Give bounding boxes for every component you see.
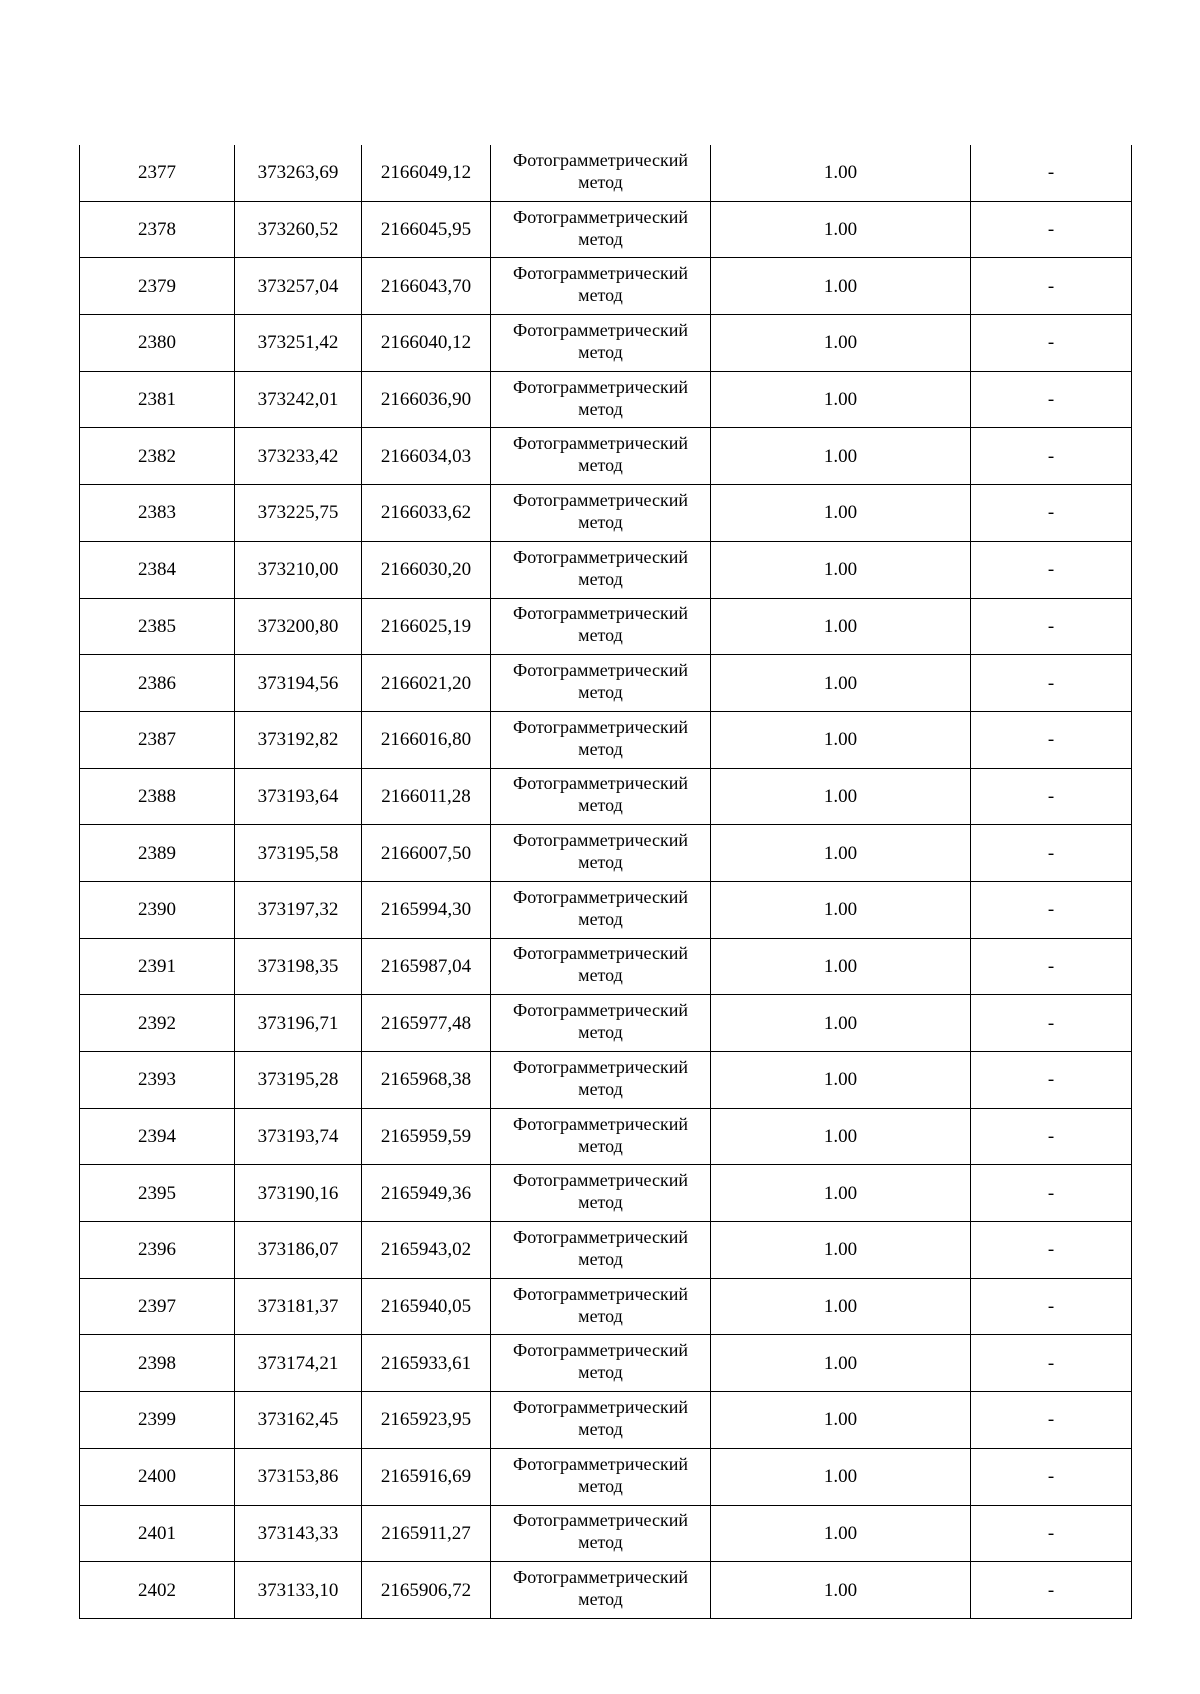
method-cell: Фотограмметрический метод <box>491 995 711 1052</box>
accuracy-cell: 1.00 <box>711 1335 971 1392</box>
y-coordinate-cell: 2165933,61 <box>362 1335 491 1392</box>
point-number-cell: 2386 <box>80 655 235 712</box>
accuracy-cell: 1.00 <box>711 371 971 428</box>
x-coordinate-cell: 373190,16 <box>235 1165 362 1222</box>
note-cell: - <box>971 768 1132 825</box>
accuracy-cell: 1.00 <box>711 938 971 995</box>
y-coordinate-cell: 2166025,19 <box>362 598 491 655</box>
y-coordinate-cell: 2165940,05 <box>362 1278 491 1335</box>
y-coordinate-cell: 2166033,62 <box>362 485 491 542</box>
note-cell: - <box>971 711 1132 768</box>
coordinates-table <box>79 145 1132 1619</box>
accuracy-cell: 1.00 <box>711 1562 971 1619</box>
method-cell: Фотограмметрический метод <box>491 711 711 768</box>
y-coordinate-cell: 2166007,50 <box>362 825 491 882</box>
table-row <box>80 258 1132 315</box>
point-number-cell: 2399 <box>80 1392 235 1449</box>
accuracy-cell: 1.00 <box>711 881 971 938</box>
table-row <box>80 1562 1132 1619</box>
table-row <box>80 1165 1132 1222</box>
method-cell: Фотограмметрический метод <box>491 1448 711 1505</box>
point-number-cell: 2383 <box>80 485 235 542</box>
accuracy-cell: 1.00 <box>711 145 971 201</box>
table-row <box>80 485 1132 542</box>
x-coordinate-cell: 373195,58 <box>235 825 362 882</box>
y-coordinate-cell: 2165906,72 <box>362 1562 491 1619</box>
note-cell: - <box>971 1505 1132 1562</box>
x-coordinate-cell: 373174,21 <box>235 1335 362 1392</box>
point-number-cell: 2400 <box>80 1448 235 1505</box>
accuracy-cell: 1.00 <box>711 201 971 258</box>
method-cell: Фотограмметрический метод <box>491 1335 711 1392</box>
note-cell: - <box>971 371 1132 428</box>
x-coordinate-cell: 373143,33 <box>235 1505 362 1562</box>
table-row <box>80 1505 1132 1562</box>
method-cell: Фотограмметрический метод <box>491 1278 711 1335</box>
note-cell: - <box>971 1222 1132 1279</box>
y-coordinate-cell: 2166034,03 <box>362 428 491 485</box>
point-number-cell: 2397 <box>80 1278 235 1335</box>
x-coordinate-cell: 373242,01 <box>235 371 362 428</box>
note-cell: - <box>971 825 1132 882</box>
method-cell: Фотограмметрический метод <box>491 655 711 712</box>
y-coordinate-cell: 2166016,80 <box>362 711 491 768</box>
point-number-cell: 2392 <box>80 995 235 1052</box>
point-number-cell: 2382 <box>80 428 235 485</box>
note-cell: - <box>971 541 1132 598</box>
table-row <box>80 1278 1132 1335</box>
table-row <box>80 1052 1132 1109</box>
table-row <box>80 995 1132 1052</box>
y-coordinate-cell: 2166011,28 <box>362 768 491 825</box>
point-number-cell: 2396 <box>80 1222 235 1279</box>
point-number-cell: 2378 <box>80 201 235 258</box>
y-coordinate-cell: 2166036,90 <box>362 371 491 428</box>
y-coordinate-cell: 2166040,12 <box>362 315 491 372</box>
x-coordinate-cell: 373210,00 <box>235 541 362 598</box>
y-coordinate-cell: 2165987,04 <box>362 938 491 995</box>
x-coordinate-cell: 373251,42 <box>235 315 362 372</box>
method-cell: Фотограмметрический метод <box>491 315 711 372</box>
accuracy-cell: 1.00 <box>711 1052 971 1109</box>
table-row <box>80 428 1132 485</box>
point-number-cell: 2395 <box>80 1165 235 1222</box>
point-number-cell: 2402 <box>80 1562 235 1619</box>
note-cell: - <box>971 1108 1132 1165</box>
note-cell: - <box>971 145 1132 201</box>
table-row <box>80 315 1132 372</box>
x-coordinate-cell: 373225,75 <box>235 485 362 542</box>
point-number-cell: 2380 <box>80 315 235 372</box>
method-cell: Фотограмметрический метод <box>491 1222 711 1279</box>
x-coordinate-cell: 373198,35 <box>235 938 362 995</box>
method-cell: Фотограмметрический метод <box>491 1165 711 1222</box>
accuracy-cell: 1.00 <box>711 1392 971 1449</box>
y-coordinate-cell: 2165923,95 <box>362 1392 491 1449</box>
x-coordinate-cell: 373193,64 <box>235 768 362 825</box>
note-cell: - <box>971 938 1132 995</box>
y-coordinate-cell: 2165968,38 <box>362 1052 491 1109</box>
accuracy-cell: 1.00 <box>711 768 971 825</box>
method-cell: Фотограмметрический метод <box>491 1392 711 1449</box>
table-row <box>80 371 1132 428</box>
note-cell: - <box>971 1165 1132 1222</box>
accuracy-cell: 1.00 <box>711 485 971 542</box>
table-row <box>80 1392 1132 1449</box>
x-coordinate-cell: 373197,32 <box>235 881 362 938</box>
accuracy-cell: 1.00 <box>711 258 971 315</box>
point-number-cell: 2381 <box>80 371 235 428</box>
note-cell: - <box>971 201 1132 258</box>
table-row <box>80 145 1132 201</box>
accuracy-cell: 1.00 <box>711 428 971 485</box>
note-cell: - <box>971 315 1132 372</box>
method-cell: Фотограмметрический метод <box>491 485 711 542</box>
table-row <box>80 655 1132 712</box>
note-cell: - <box>971 258 1132 315</box>
table-row <box>80 938 1132 995</box>
note-cell: - <box>971 428 1132 485</box>
note-cell: - <box>971 1448 1132 1505</box>
point-number-cell: 2394 <box>80 1108 235 1165</box>
point-number-cell: 2390 <box>80 881 235 938</box>
note-cell: - <box>971 1335 1132 1392</box>
x-coordinate-cell: 373194,56 <box>235 655 362 712</box>
accuracy-cell: 1.00 <box>711 1222 971 1279</box>
method-cell: Фотограмметрический метод <box>491 881 711 938</box>
method-cell: Фотограмметрический метод <box>491 201 711 258</box>
accuracy-cell: 1.00 <box>711 825 971 882</box>
x-coordinate-cell: 373162,45 <box>235 1392 362 1449</box>
table-row <box>80 201 1132 258</box>
y-coordinate-cell: 2166021,20 <box>362 655 491 712</box>
accuracy-cell: 1.00 <box>711 655 971 712</box>
point-number-cell: 2401 <box>80 1505 235 1562</box>
point-number-cell: 2393 <box>80 1052 235 1109</box>
point-number-cell: 2388 <box>80 768 235 825</box>
accuracy-cell: 1.00 <box>711 995 971 1052</box>
y-coordinate-cell: 2165959,59 <box>362 1108 491 1165</box>
accuracy-cell: 1.00 <box>711 1165 971 1222</box>
y-coordinate-cell: 2165977,48 <box>362 995 491 1052</box>
note-cell: - <box>971 485 1132 542</box>
x-coordinate-cell: 373153,86 <box>235 1448 362 1505</box>
point-number-cell: 2391 <box>80 938 235 995</box>
x-coordinate-cell: 373260,52 <box>235 201 362 258</box>
method-cell: Фотограмметрический метод <box>491 1108 711 1165</box>
accuracy-cell: 1.00 <box>711 1505 971 1562</box>
y-coordinate-cell: 2166030,20 <box>362 541 491 598</box>
method-cell: Фотограмметрический метод <box>491 258 711 315</box>
point-number-cell: 2387 <box>80 711 235 768</box>
note-cell: - <box>971 598 1132 655</box>
point-number-cell: 2379 <box>80 258 235 315</box>
x-coordinate-cell: 373186,07 <box>235 1222 362 1279</box>
method-cell: Фотограмметрический метод <box>491 938 711 995</box>
table-row <box>80 1222 1132 1279</box>
point-number-cell: 2385 <box>80 598 235 655</box>
table-row <box>80 598 1132 655</box>
table-row <box>80 711 1132 768</box>
note-cell: - <box>971 995 1132 1052</box>
method-cell: Фотограмметрический метод <box>491 1052 711 1109</box>
table-row <box>80 881 1132 938</box>
accuracy-cell: 1.00 <box>711 598 971 655</box>
x-coordinate-cell: 373193,74 <box>235 1108 362 1165</box>
x-coordinate-cell: 373181,37 <box>235 1278 362 1335</box>
note-cell: - <box>971 1392 1132 1449</box>
method-cell: Фотограмметрический метод <box>491 825 711 882</box>
table-row <box>80 541 1132 598</box>
point-number-cell: 2384 <box>80 541 235 598</box>
note-cell: - <box>971 1278 1132 1335</box>
y-coordinate-cell: 2165911,27 <box>362 1505 491 1562</box>
x-coordinate-cell: 373196,71 <box>235 995 362 1052</box>
method-cell: Фотограмметрический метод <box>491 428 711 485</box>
method-cell: Фотограмметрический метод <box>491 145 711 201</box>
table-row <box>80 825 1132 882</box>
point-number-cell: 2377 <box>80 145 235 201</box>
y-coordinate-cell: 2165916,69 <box>362 1448 491 1505</box>
accuracy-cell: 1.00 <box>711 541 971 598</box>
x-coordinate-cell: 373195,28 <box>235 1052 362 1109</box>
accuracy-cell: 1.00 <box>711 1278 971 1335</box>
x-coordinate-cell: 373263,69 <box>235 145 362 201</box>
y-coordinate-cell: 2166045,95 <box>362 201 491 258</box>
table-row <box>80 1335 1132 1392</box>
table-row <box>80 768 1132 825</box>
method-cell: Фотограмметрический метод <box>491 371 711 428</box>
y-coordinate-cell: 2165949,36 <box>362 1165 491 1222</box>
accuracy-cell: 1.00 <box>711 1108 971 1165</box>
note-cell: - <box>971 655 1132 712</box>
x-coordinate-cell: 373200,80 <box>235 598 362 655</box>
y-coordinate-cell: 2165943,02 <box>362 1222 491 1279</box>
x-coordinate-cell: 373233,42 <box>235 428 362 485</box>
note-cell: - <box>971 1052 1132 1109</box>
method-cell: Фотограмметрический метод <box>491 598 711 655</box>
note-cell: - <box>971 881 1132 938</box>
y-coordinate-cell: 2165994,30 <box>362 881 491 938</box>
accuracy-cell: 1.00 <box>711 711 971 768</box>
point-number-cell: 2398 <box>80 1335 235 1392</box>
method-cell: Фотограмметрический метод <box>491 541 711 598</box>
table-row <box>80 1108 1132 1165</box>
accuracy-cell: 1.00 <box>711 315 971 372</box>
y-coordinate-cell: 2166049,12 <box>362 145 491 201</box>
x-coordinate-cell: 373192,82 <box>235 711 362 768</box>
table-body <box>80 145 1132 1618</box>
method-cell: Фотограмметрический метод <box>491 1505 711 1562</box>
accuracy-cell: 1.00 <box>711 1448 971 1505</box>
x-coordinate-cell: 373257,04 <box>235 258 362 315</box>
y-coordinate-cell: 2166043,70 <box>362 258 491 315</box>
method-cell: Фотограмметрический метод <box>491 768 711 825</box>
coordinates-table-container <box>79 145 1131 1619</box>
note-cell: - <box>971 1562 1132 1619</box>
x-coordinate-cell: 373133,10 <box>235 1562 362 1619</box>
table-row <box>80 1448 1132 1505</box>
point-number-cell: 2389 <box>80 825 235 882</box>
method-cell: Фотограмметрический метод <box>491 1562 711 1619</box>
